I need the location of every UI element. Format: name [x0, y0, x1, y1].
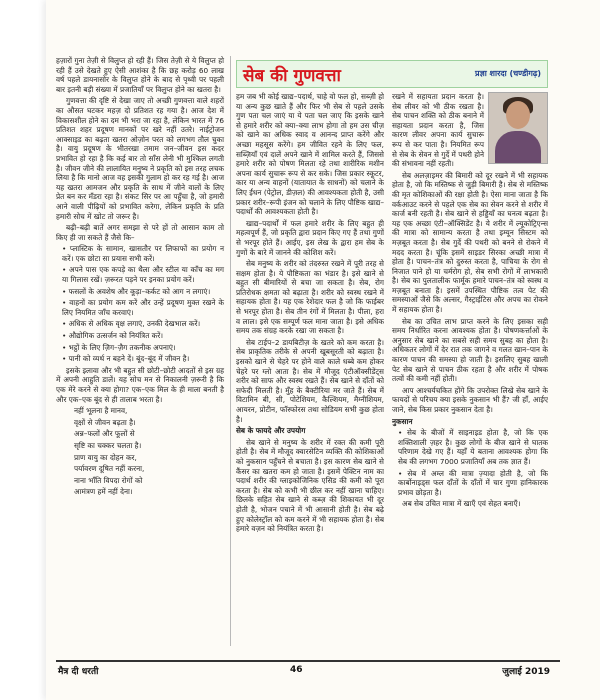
paragraph: हज़ारों गुना तेज़ी से विलुप्त हो रही हैं। जिस तेज़ी से ये विलुप्त हो रही हैं उसे देखते हुए ऐसी आशंका है कि छह करोड़ 60 लाख वर्ष पहले डायनासोर के विलुप्त होने के बाद से पृथ्वी पर पहली बार इतनी बड़ी संख्या में प्रजातियाँ पर विलुप्त होने का खतरा है।	[56, 56, 224, 94]
paragraph: • अधिक से अधिक वृक्ष लगाएं, उनकी देखभाल करें।	[62, 319, 201, 329]
paragraph: • भट्ठों के लिए ज़िग–ज़ैग तकनीक अपनाएं।	[62, 342, 176, 352]
paragraph: खाद्य–पदार्थों में फल हमारे शरीर के लिए बहुत ही महत्वपूर्ण हैं, जो प्रकृति द्वारा प्रदान किए गए हैं तथा गुणों से भरपूर होते हैं। आईए, इस लेख के द्वारा हम सेब के गुणों के बारे में जानने की कोशिश करें।	[236, 218, 384, 257]
paragraph: • प्लास्टिक के सामान, खासतौर पर लिफाफों का प्रयोग न करें। एक छोटा सा प्रयास सभी करें।	[62, 244, 224, 263]
paragraph: अब सेब उचित मात्रा में खाएँ एवं सेहत बनाएँ।	[402, 499, 521, 509]
page-footer	[46, 652, 600, 680]
section-heading: नुकसान	[392, 416, 413, 426]
paragraph: अन्न–फलों और फूलों से	[74, 429, 135, 439]
paragraph: वृक्षों से जीवन बढ़ता है।	[74, 417, 136, 427]
left-column-text	[56, 56, 231, 646]
paragraph: गुणवत्ता की दृष्टि से देखा जाए तो अच्छी गुणवत्ता वाले शहरों का औसत घटकर महज़ दो प्रतिशत रह गया है। आज देश में विकासशील होने का दम भी भरा जा रहा है, लेकिन भारत में 76 प्रतिशत शहर प्रदूषण मानकों पर खरे नहीं उतरे। नाईट्रोजन आक्साइड का बढ़ता खतरा ओज़ोन परत को लगभग तौल चुका है। वायु प्रदूषण के भीतरखा तमाम जन–जीवन इस कदर प्रभावित हो रहा है कि कई बार तो साँस लेनी भी मुश्किल लगती है। जीवन जीने की लालायित मनुष्य ने प्रकृति को इस तरह लचक लिया है कि मानो आज वह इसकी गुलाम हो कर रह गई है। आज यह खतरा आमजन और प्रकृति के साथ में जीने वालों के लिए प्रेत बन कर मँडरा रहा है। संकट सिर पर आ पहुँचा है, जो हमारी आने वाली पीढ़ियों को प्रभावित करेगा, लेकिन प्रकृति के प्रति हमारी सोच में खोट तो जरूर है।	[56, 96, 224, 221]
paragraph: बढ़ी–बढ़ी बातें अगर समझा से परे हों तो आसान काम तो किए ही जा सकते हैं जैसे कि–	[56, 223, 224, 242]
paragraph: • सेब में अम्ल की मात्रा ज़्यादा होती है, जो कि कार्बोनाइड्स फल दाँतों के दाँतों में चार गुणा हानिकारक प्रभाव छोड़ता है।	[398, 468, 548, 497]
author-photo	[488, 92, 548, 164]
paragraph: इसके इलावा और भी बहुत सी छोटी–छोटी आदतों से इस ग्रह में अपनी आहुति डालें। यह सोच मन से निकालनी ज़रूरी है कि एक मेरे करने से क्या होगा? एक–एक मिल के ही माला बनती है और एक–एक बूंद से ही तालाब भरता है।	[56, 365, 224, 404]
paragraph: • अपने पास एक कपड़े का थैला और स्टील या काँच का मग या गिलास रखें। ज़रूरत पड़ने पर इनका प्रयोग करें।	[62, 265, 224, 285]
paragraph: • सेब के बीजों में साइनाइड होता है, जो कि एक शक्तिशाली ज़हर है। कुछ लोगों के बीज खाने से घातक परिणाम देखे गए हैं। यहाँ ये बताना आवश्यक होगा कि सेब की लगभग 7000 प्रजातियाँ अब तक ज्ञात हैं।	[398, 428, 548, 466]
paragraph: सेब अलज़ाइमर की बिमारी को दूर रखने में भी सहायक होता है, जो कि मस्तिष्क से जुड़ी बिमारी है। सेब से मस्तिष्क की मृत कोशिकाओं की रक्षा होती है। ऐसा माना जाता है कि वर्कआउट करने से पहले एक सेब का सेवन करने से शरीर में कार्ज बनी रहती है। सेब खाने से हड्डियाँ का घनत्व बढ़ता है। यह एक अच्छा एंटी–ऑक्सिडेंट है। ये शरीर में ल्यूकोट्रिएन्स की मात्रा को सामान्य करता है तथा इम्यून सिस्टम को मज़बूत करता है। सेब गुर्दे की पथरी को बनने से रोकने में मदद करता है। चूंकि इसमें साइडर सिरका अच्छी मात्रा में होता है। पाचन–तंत्र को दुरुस्त करता है, पाचिया के रोग से निजात पाने हो या चर्मरोग हो, सेब सभी रोगों में लाभकारी है। सेब का पुलतालीक फार्मूक हमारे पाचन–तंत्र को स्वस्थ व मज़बूत बनाता है। इसमें उपस्थित पौष्टिक तत्व पेट की समस्याओं जैसे कि अल्सर, गैस्ट्राईटिस और अपच का रोकने में सहायक होता है।	[392, 170, 548, 315]
paragraph: सृष्टि का चक्कर चलता है।	[74, 440, 142, 450]
paragraph: सेब का उचित लाभ प्राप्त करने के लिए इसका सही समय निर्धारित करना आवश्यक होता है। पोषणकर्त्ताओं के अनुसार सेब खाने का सबसे सही समय सुबह का होता है। अधिकतर लोगों में देर रात तक जागने व गलत खान–पान के कारण पाचन की समस्या हो जाती है। इसलिए सुबह खाली पेट सेब खाने से पाचन ठीक रहता है और शरीर में पोषक तत्वों की कमी नहीं होती।	[392, 316, 548, 384]
paragraph: रखने में सहायता प्रदान करता है। सेब लीवर को भी ठीक रखता है। सेब पाचन शक्ति को ठीक बनाने में सहायता प्रदान करता है, जिस कारण लीवर अपना कार्य सुचारू रूप से कर पाता है। नियमित रूप से सेब के सेवन से गुर्दे में पथरी होने की संभावना नहीं रहती।	[392, 92, 485, 169]
magazine-name: मैत्र दी धरती	[58, 667, 99, 677]
page-number: 46	[290, 665, 303, 675]
paragraph: सेब खाने से मनुष्य के शरीर में रक्त की कमी पूरी होती है। सेब में मौजूद क्वारसेटिन व्यक्ति की कोशिकाओं को नुकसान पहुँचने से बचाता है। इस कारण सेब खाने से कैंसर का खतरा कम हो जाता है। इसमें पेक्टिन नाम का पदार्थ शरीर की ग्लाइकोजिनिक एसिड की कमी को पूरा करता है। सेब को कभी भी छील कर नहीं खाना चाहिए। छिलके सहित सेब खाने से कब्ज़ की शिकायत भी दूर होती है, भोजन पचाने में भी आसानी होती है। सेब बढ़े हुए कोलेस्ट्रॉल को कम करने में भी सहायक होता है। सेब हमारे वज़न को नियंत्रित करता है।	[236, 437, 384, 534]
paragraph: सेब टाईप–2 डायबिटीज़ के खतरे को कम करता है। सेब प्राकृतिक तरीके से अपनी खूबसूरती को बढ़ाता है। इसको खाने से चेहरे पर होने वाले काले धब्बे कम होकर चेहरे पर ग्लो आता है। सेब में मौजूद एंटीऑक्सीडेंट्स शरीर को साफ और स्वस्थ रखते हैं। सेब खाने से दाँतों को सफेदी मिलती है। मुँह के बैक्टीरिया मर जाते हैं। सेब में विटामिन बी, सी, पोटेशियम, कैल्शियम, मैग्नीशियम, आयरन, प्रोटीन, फॉस्फोरस तथा सोडियम सभी कुछ होता है।	[236, 337, 384, 424]
paragraph: • फसलों के अवशेष और कूड़ा–कर्कट को आग न लगाएं।	[62, 286, 211, 296]
footer-rule	[56, 660, 560, 662]
article-column-2	[392, 92, 548, 642]
paragraph: प्राण वायु का दोहन कर,	[74, 452, 137, 462]
paragraph: नहीं भूलना है मानव,	[74, 406, 128, 416]
paragraph: नाना भाँति विपदा रोगों को	[74, 475, 143, 485]
paragraph: आमंत्रण हमें नहीं देना।	[74, 487, 133, 497]
article-title: सेब की गुणवत्ता	[243, 66, 341, 86]
paragraph: • वाहनों का प्रयोग कम करें और उन्हें प्रदूषण मुक्त रखने के लिए नियमित जाँच करवाएं।	[62, 298, 224, 317]
section-heading: सेब के फायदे और उपयोग	[236, 426, 306, 436]
paragraph: • औद्योगिक उत्सर्जन को नियंत्रित करें।	[62, 331, 164, 341]
paragraph: सेब मनुष्य के शरीर को तंदरुस्त रखने में पूरी तरह से सक्षम होता है। ये पौष्टिकता का भंडार है। इसे खाने से बहुत सी बीमारियों से बचा जा सकता है। सेब, रोग प्रतिरोधक क्षमता को बढ़ाता है। शरीर को स्वस्थ रखने में सहायक होता है। यह एक रेशेदार फल है जो कि फाईबर से भरपूर होता है। सेब तीन रंगों में मिलता है। पीला, हरा व लाल। इसे एक सम्पूर्ण फल माना जाता है। इसे अधिक समय तक संग्रह करके रखा जा सकता है।	[236, 259, 384, 336]
paragraph: आप आश्चर्यचकित होंगे कि उपरोक्त लिखे सेब खाने के फायदों से परिचय क्या इसके नुकसान भी हैं? जी हाँ, आईए जाने, सेब किस प्रकार नुकसान देता है।	[392, 385, 548, 414]
article-header	[236, 60, 548, 88]
paragraph: हम जब भी कोई खाद्य–पदार्थ, चाहे वो फल हो, सब्ज़ी हो या अन्य कुछ खाते हैं और फिर भी सेब से पहले उसके गुण पता चल जाएं या ये पता चल जाए कि इसके खाने से हमारे शरीर को क्या–क्या लाभ होगा तो हम उस चीज़ को खाने का अधिक स्वाद व आनन्द प्राप्त करेंगे और अच्छा महसूस करेंगे। हम जीवित रहने के लिए फल, सब्ज़ियाँ एवं दालें अपने खाने में शामिल करते हैं, जिससे हमारे शरीर को पोषण मिलता रहे तथा शारीरिक मशीन अपना कार्य सुचारू रूप से कर सके। जिस प्रकार स्कूटर, कार या अन्य वाहनों (यातायात के साधनों) को चलाने के लिए ईंधन (पेट्रोल, डीज़ल) की आवश्यकता होती है, उसी प्रकार शरीर–रूपी इंजन को चलाने के लिए पौष्टिक खाद्य–पदार्थों की आवश्यकता होती है।	[236, 92, 384, 217]
paragraph: पर्यावरण दूषित नहीं करना,	[74, 464, 145, 474]
article-column-1	[236, 92, 384, 642]
issue-date: जुलाई 2019	[502, 667, 550, 677]
author-byline: प्रज्ञा शारदा (चण्डीगढ़)	[475, 69, 541, 78]
paragraph: • पानी को व्यर्थ न बहने दें। बूंद–बूंद में जीवन है।	[62, 354, 190, 364]
